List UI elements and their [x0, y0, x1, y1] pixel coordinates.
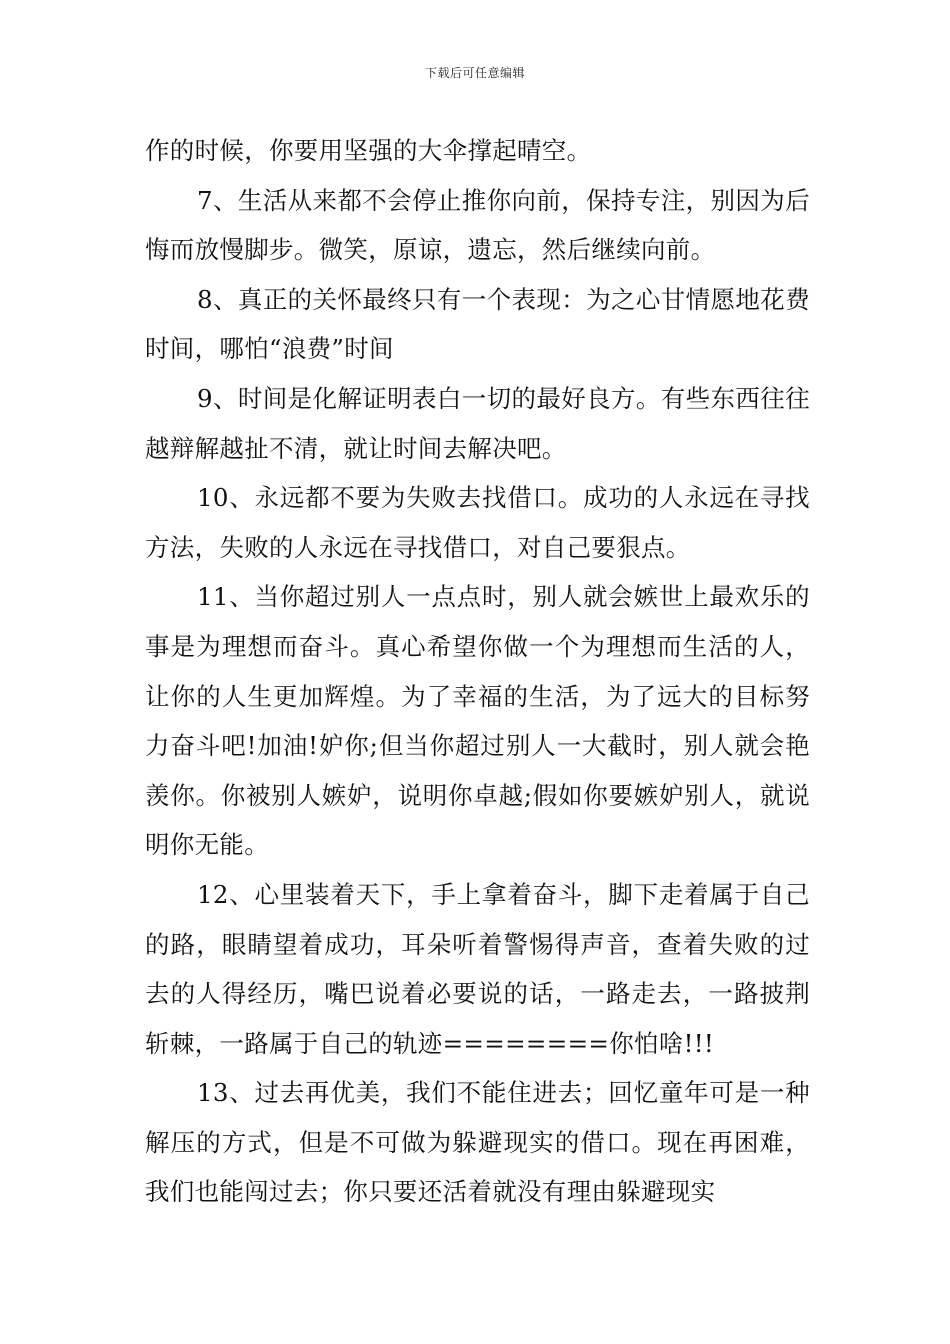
- paragraph-11: 11、当你超过别人一点点时，别人就会嫉世上最欢乐的事是为理想而奋斗。真心希望你做一个为理想而生活的人，让你的人生更加辉煌。为了幸福的生活，为了远大的目标努力奋斗吧!加油!妒你;但当你超过别人一大截时，别人就会艳羡你。你被别人嫉妒，说明你卓越;假如你要嫉妒别人，就说明你无能。: [145, 582, 810, 860]
- paragraph-12: 12、心里装着天下，手上拿着奋斗，脚下走着属于自己的路，眼睛望着成功，耳朵听着警惕得声音，查着失败的过去的人得经历，嘴巴说着必要说的话，一路走去，一路披荆斩棘，一路属于自己的轨迹========你怕啥!!!: [145, 879, 810, 1058]
- page-header: 下载后可任意编辑: [424, 66, 525, 80]
- paragraph-10: 10、永远都不要为失败去找借口。成功的人永远在寻找方法，失败的人永远在寻找借口，对自己要狠点。: [145, 483, 810, 562]
- paragraph-continuation: 作的时候，你要用坚强的大伞撑起晴空。: [145, 136, 592, 165]
- paragraph-13: 13、过去再优美，我们不能住进去；回忆童年可是一种解压的方式，但是不可做为躲避现实的借口。现在再困难，我们也能闯过去；你只要还活着就没有理由躲避现实: [145, 1078, 810, 1207]
- paragraph-7: 7、生活从来都不会停止推你向前，保持专注，别因为后悔而放慢脚步。微笑，原谅，遗忘，然后继续向前。: [145, 185, 810, 265]
- paragraph-9: 9、时间是化解证明表白一切的最好良方。有些东西往往越辩解越扯不清，就让时间去解决吧。: [145, 383, 810, 463]
- paragraph-8: 8、真正的关怀最终只有一个表现：为之心甘情愿地花费时间，哪怕“浪费”时间: [145, 284, 810, 364]
- document-body: [145, 126, 810, 1217]
